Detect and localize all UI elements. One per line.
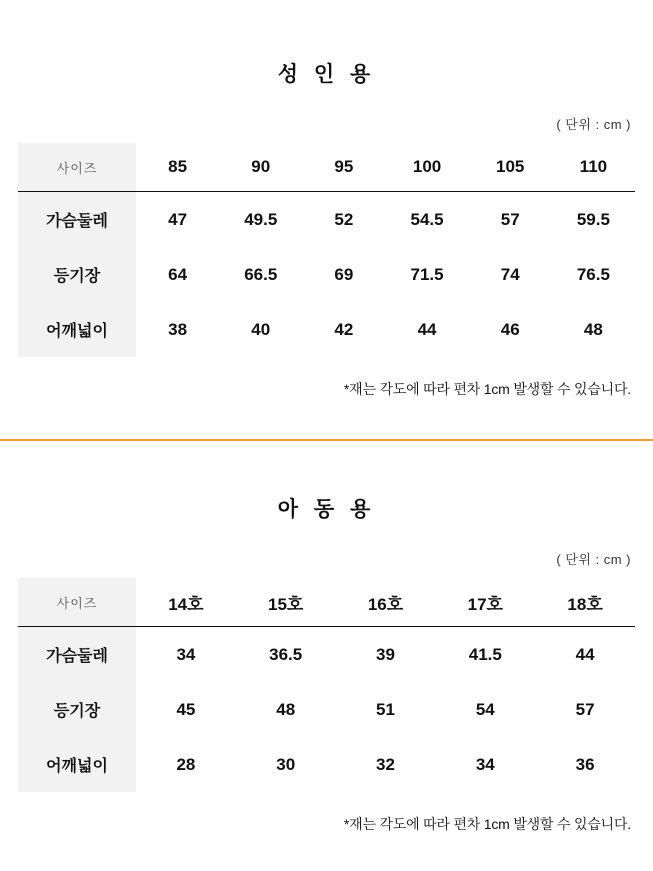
kids-cell: 41.5 [468, 644, 502, 664]
kids-cell: 44 [575, 644, 595, 664]
kids-table-head [18, 578, 635, 627]
table-row [18, 627, 635, 683]
adult-row-label: 가슴둘레 [18, 192, 136, 248]
adult-foot-note: *재는 각도에 따라 편차 1cm 발생할 수 있습니다. [343, 381, 631, 397]
adult-cell: 47 [168, 209, 188, 229]
kids-table-wrapper [0, 578, 653, 792]
kids-foot-note: *재는 각도에 따라 편차 1cm 발생할 수 있습니다. [343, 816, 631, 832]
kids-cell: 57 [575, 699, 595, 719]
kids-cell: 36 [575, 754, 595, 774]
adult-cell: 59.5 [576, 209, 610, 229]
adult-table-head [18, 143, 635, 192]
adult-cell: 40 [251, 319, 271, 339]
adult-row-label: 어깨넓이 [18, 302, 136, 357]
adult-cell: 71.5 [410, 264, 444, 284]
adult-cell: 76.5 [576, 264, 610, 284]
kids-cell: 30 [276, 754, 296, 774]
adult-size-section [0, 0, 653, 399]
kids-col-header: 18호 [567, 594, 603, 614]
kids-cell: 51 [376, 699, 395, 719]
adult-cell: 46 [500, 319, 520, 339]
kids-cell: 28 [176, 754, 196, 774]
adult-cell: 44 [417, 319, 437, 339]
kids-row-label: 등기장 [18, 682, 136, 737]
adult-cell: 54.5 [410, 209, 444, 229]
kids-cell: 54 [475, 699, 495, 719]
table-row [18, 247, 635, 302]
adult-cell: 69 [334, 264, 354, 284]
adult-col-header: 105 [496, 157, 525, 176]
kids-cell: 36.5 [269, 644, 303, 664]
table-header-row [18, 143, 635, 192]
adult-table-body [18, 192, 635, 358]
table-row [18, 682, 635, 737]
adult-cell: 38 [168, 319, 188, 339]
kids-table-body [18, 627, 635, 793]
kids-corner-label: 사이즈 [18, 578, 136, 627]
adult-section-title: 성 인 용 [277, 63, 376, 86]
adult-cell: 48 [583, 319, 603, 339]
kids-row-label: 가슴둘레 [18, 627, 136, 683]
adult-col-header: 85 [168, 157, 188, 176]
adult-row-label: 등기장 [18, 247, 136, 302]
table-row [18, 302, 635, 357]
kids-col-header: 17호 [467, 594, 503, 614]
adult-cell: 74 [500, 264, 520, 284]
adult-col-header: 90 [251, 157, 271, 176]
kids-row-label: 어깨넓이 [18, 737, 136, 792]
adult-col-header: 95 [334, 157, 354, 176]
kids-unit-note: ( 단위 : cm ) [556, 552, 631, 567]
kids-col-header: 14호 [168, 594, 204, 614]
kids-cell: 48 [276, 699, 296, 719]
adult-cell: 57 [500, 209, 520, 229]
adult-cell: 42 [334, 319, 354, 339]
adult-table-wrapper [0, 143, 653, 357]
adult-size-table [18, 143, 635, 357]
adult-cell: 64 [168, 264, 188, 284]
adult-cell: 66.5 [244, 264, 278, 284]
kids-col-header: 15호 [268, 594, 304, 614]
table-header-row [18, 578, 635, 627]
kids-cell: 34 [176, 644, 196, 664]
adult-cell: 52 [334, 209, 354, 229]
adult-unit-note: ( 단위 : cm ) [556, 117, 631, 132]
kids-cell: 45 [176, 699, 196, 719]
table-row [18, 192, 635, 248]
table-row [18, 737, 635, 792]
kids-section-title: 아 동 용 [277, 498, 376, 521]
kids-cell: 39 [376, 644, 395, 664]
kids-size-section [0, 441, 653, 834]
kids-size-table [18, 578, 635, 792]
adult-cell: 49.5 [244, 209, 278, 229]
kids-cell: 32 [376, 754, 395, 774]
adult-col-header: 100 [412, 157, 442, 176]
adult-col-header: 110 [579, 157, 608, 176]
kids-cell: 34 [475, 754, 495, 774]
kids-col-header: 16호 [367, 594, 404, 614]
adult-corner-label: 사이즈 [18, 143, 136, 192]
